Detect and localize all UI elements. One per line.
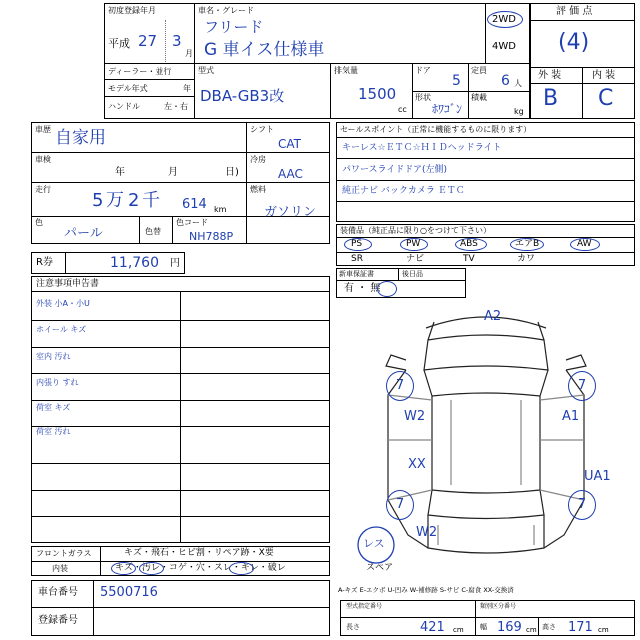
handle-label: ハンドル [108,102,140,111]
mark-front-a2: A2 [484,309,502,324]
length-label: 長さ [346,623,360,631]
mileage-label: 走行 [35,185,51,194]
interior-grade: C [598,86,614,111]
color-label: 色 [35,218,43,227]
score-label: 評 価 点 [556,6,593,17]
equip-leather: カワ [517,254,536,264]
note-6: 荷室 汚れ [36,427,71,436]
interior-note-label: 内装 [52,564,68,573]
shift-label: シフト [250,125,274,134]
equip-tv: TV [463,254,475,264]
doors: 5 [452,73,461,89]
load-label: 積載 [471,93,487,102]
color-code-label: 色コード [176,218,208,227]
car-name: フリード [204,18,264,36]
warranty-value: 有 ・ 無 [344,283,381,294]
equip-abs: ABS [460,239,478,249]
color-code: NH788P [189,230,234,243]
mileage-unit: km [214,205,227,214]
warranty-new-label: 新車保証書 [339,270,374,278]
handle-options: 左・右 [164,102,188,111]
usage: 自家用 [55,128,106,148]
displacement-unit: cc [398,105,407,114]
equip-pw: PW [406,239,421,249]
drive-4wd: 4WD [492,41,516,52]
shape: ﾎﾜｺﾞﾝ [432,102,463,116]
note-5: 荷室 キズ [36,403,71,412]
inspection-month: 月 [168,167,178,178]
class-number-label: 類別区分番号 [480,603,517,610]
height: 171 [568,620,593,635]
note-3: 室内 汚れ [36,352,71,361]
car-name-label: 車名・グレード [198,6,254,15]
equip-sr: SR [351,254,363,264]
registration-label: 登録番号 [38,615,78,626]
shift: CAT [278,137,301,151]
equip-navi: ナビ [406,254,425,264]
mileage-rest: 614 [182,197,207,212]
width-unit: cm [526,626,537,634]
inspection-year: 年 [115,167,125,178]
equip-aw: AW [577,239,592,249]
height-unit: cm [598,626,609,634]
reg-month: 3 [172,32,182,50]
sales-point-1: キーレス☆ＥＴＣ☆ＨＩＤヘッドライト [342,143,502,153]
model-number-label: 型式指定番号 [346,603,383,610]
usage-label: 車歴 [35,125,51,134]
inspection-label: 車検 [35,155,51,164]
recycle-label: R券 [36,257,53,268]
interior-dirt-circle [139,562,164,575]
equip-ps: PS [351,239,363,249]
glass-value: キズ・飛石・ヒビ割・リペア跡・X要 [124,548,274,558]
length: 421 [420,620,445,635]
era: 平成 [108,37,130,50]
damage-legend: A-キズ E-エクボ U-凹み W-補修跡 S-サビ C-腐食 XX-交換済 [338,586,514,594]
mark-ua1: UA1 [584,469,611,484]
grade: G 車イス仕様車 [204,40,325,60]
sales-point-3: 純正ナビ バックカメラ ＥＴＣ [342,186,465,196]
spare-label: スペア [366,563,394,573]
interior-label: 内 装 [592,70,616,81]
chassis-label: 車台番号 [38,587,78,598]
sales-point-2: パワースライドドア(左側) [342,165,448,175]
glass-label: フロントガラス [36,549,92,558]
wheel-rear-right: 7 [568,490,596,520]
model-year-label: モデル年式 [108,84,148,93]
mileage-sen-unit: 千 [142,190,160,211]
length-unit: cm [453,626,464,634]
reg-year: 27 [138,32,158,50]
chassis-value: 5500716 [100,585,158,600]
width-label: 幅 [480,623,487,631]
score: (4) [558,30,590,55]
width: 169 [497,620,522,635]
fuel: ガソリン [264,205,317,220]
sales-points-title: セールスポイント（正常に機能するものに限ります） [340,125,532,134]
capacity: 6 [501,73,510,89]
wheel-front-left: 7 [386,371,414,401]
height-label: 高さ [542,623,556,631]
door-label: ドア [415,66,431,75]
spare-note: レス [363,537,385,550]
first-reg-label: 初度登録年月 [108,6,156,15]
wheel-rear-left: 7 [386,490,414,520]
recycle-amount: 11,760 [110,255,159,271]
equip-airbag: エアB [515,239,540,249]
load-unit: kg [514,107,524,116]
interior-wear-circle [229,562,254,575]
mark-right-a1: A1 [562,409,580,424]
warranty-none-circle [377,281,397,297]
displacement-label: 排気量 [334,66,358,75]
fuel-label: 燃料 [250,185,266,194]
model-year-unit: 年 [183,84,191,93]
capacity-label: 定員 [471,66,487,75]
type-label: 型式 [198,66,214,75]
inspection-day: 日) [225,167,239,178]
recycle-unit: 円 [170,258,180,269]
month-unit: 月 [185,49,193,58]
drive-2wd: 2WD [492,14,516,25]
ac-label: 冷房 [250,155,266,164]
exterior-grade: B [543,86,559,111]
exterior-label: 外 装 [538,70,562,81]
ac: AAC [278,167,303,181]
mileage-man: 5 [92,190,104,211]
notes-title: 注意事項申告書 [36,279,100,289]
note-4: 内張り すれ [36,378,79,387]
mileage-sen: 2 [128,190,140,211]
shape-label: 形状 [415,93,431,102]
wheel-front-right: 7 [568,371,596,401]
color: パール [64,226,103,241]
mark-left-w2: W2 [404,409,426,424]
dealer-label: ディーラー・並行 [108,67,172,76]
displacement: 1500 [358,85,397,103]
mileage-man-unit: 万 [106,190,124,211]
mark-rear-w2: W2 [416,525,438,540]
recycle-block [31,252,185,274]
mark-xx: XX [408,457,426,472]
equipment-title: 装備品（純正品に限り○をつけて下さい） [340,226,491,235]
capacity-unit: 人 [514,79,522,88]
interior-scratch-circle [111,562,136,575]
color-change-label: 色替 [145,227,161,236]
note-1: 外装 小A・小U [36,299,90,308]
warranty-record-label: 後日品 [402,270,423,278]
interior-note-value: キズ・汚レ・コゲ・穴・スレ・キレ・破レ [115,563,286,573]
type-value: DBA-GB3改 [200,87,285,105]
note-2: ホイール キズ [36,325,87,334]
